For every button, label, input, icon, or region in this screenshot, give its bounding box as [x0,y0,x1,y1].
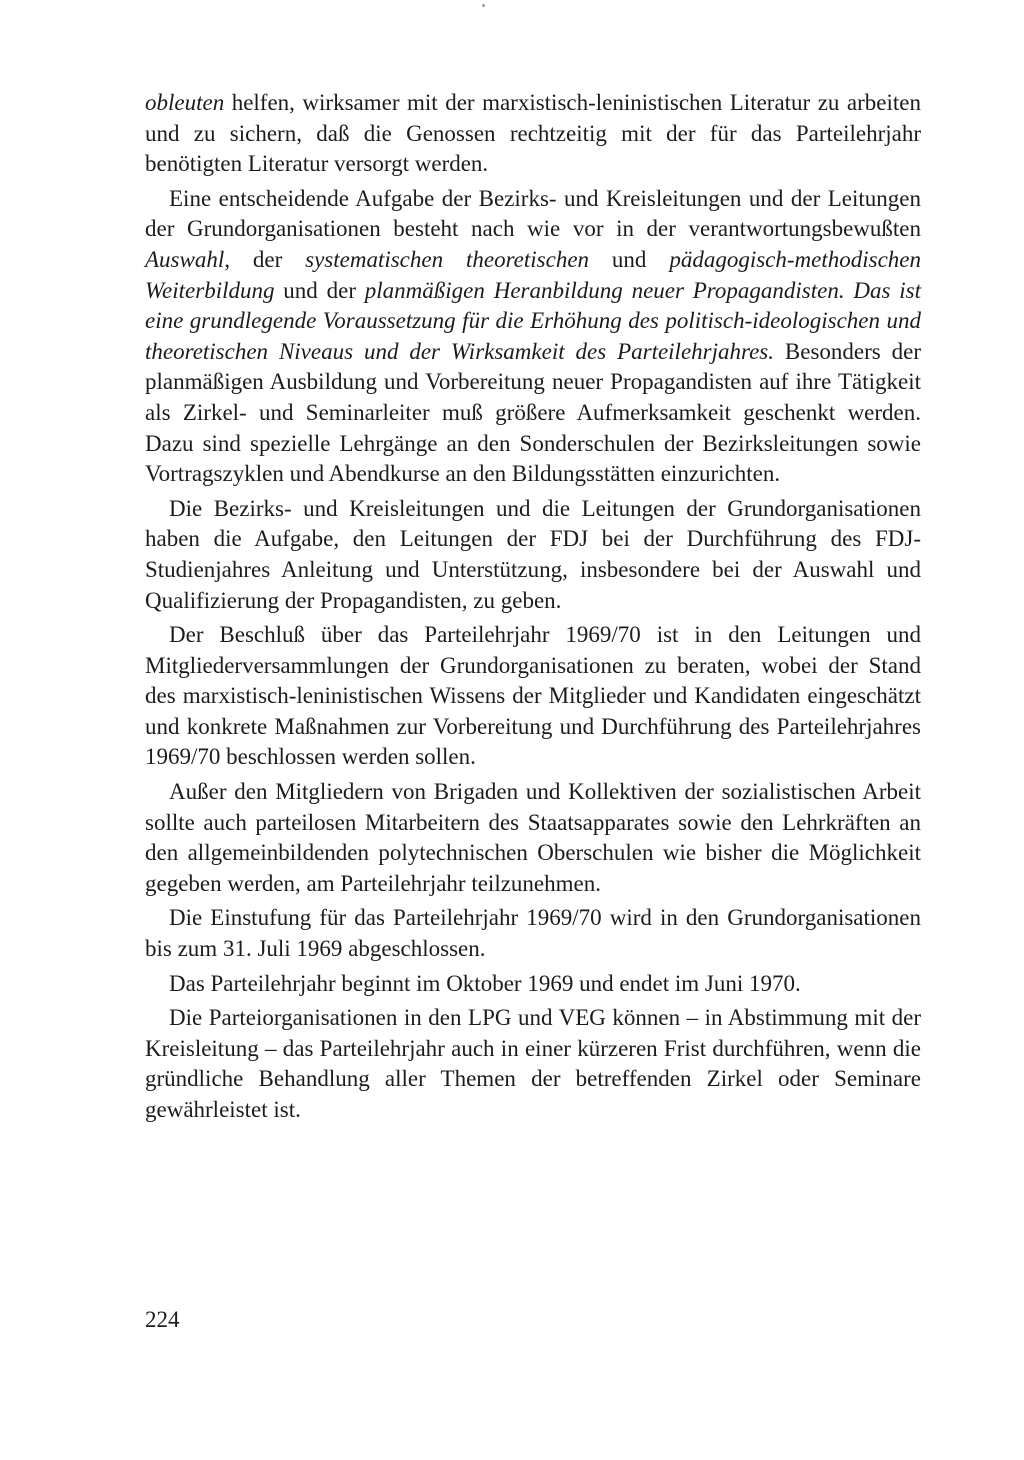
paragraph-1-span-1: obleuten [145,90,225,115]
paragraph-2-span-5: und [589,246,670,272]
paragraph-1 [145,88,921,180]
paragraph-2-span-2: Auswahl, [145,246,230,272]
paragraph-2-span-9: Besonders der planmäßigen Ausbildung und Vorbereitung neuer Propagandisten auf ihre Tätigkeit als Zirkel- und Seminarleiter muß größere Aufmerksamkeit geschenkt werden. Dazu sind spezielle Lehrgänge an den Sonderschulen der Bezirksleitungen sowie Vortragszyklen und Abendkurse an den Bildungsstätten einzurichten. [145,338,922,487]
scan-speck [482,4,485,7]
paragraph-8 [145,1003,921,1125]
paragraph-3-span-1: Die Bezirks- und Kreisleitungen und die Leitungen der Grundorganisationen haben die Aufgabe, den Leitungen der FDJ bei der Durchführung des FDJ-Studienjahres Anleitung und Unterstützung, insbesondere bei der Auswahl und Qualifizierung der Propagandisten, zu geben. [145,495,921,613]
paragraph-2-span-4: systematischen theoretischen [305,246,590,272]
paragraph-2-span-3: der [229,246,306,272]
paragraph-7 [145,969,921,1000]
paragraph-2-span-7: und der [274,277,365,303]
paragraph-2 [145,184,921,490]
paragraph-6 [145,903,921,964]
paragraph-4-span-1: Der Beschluß über das Parteilehrjahr 1969/70 ist in den Leitungen und Mitgliederversammlungen der Grundorganisationen zu beraten, wobei der Stand des marxistisch-leninistischen Wissens der Mitglieder und Kandidaten eingeschätzt und konkrete Maßnahmen zur Vorbereitung und Durchführung des Parteilehrjahres 1969/70 beschlossen werden sollen. [145,622,921,770]
paragraph-2-span-6: pädagogisch-methodischen Weiterbildung [145,246,921,303]
document-body [145,88,921,1130]
paragraph-1-span-2: helfen, wirksamer mit der marxistisch-leninistischen Literatur zu arbeiten und zu sichern, daß die Genossen rechtzeitig mit der für das Parteilehrjahr benötigten Literatur versorgt werden. [145,90,921,177]
paragraph-2-span-8: planmäßigen Heranbildung neuer Propagandisten. Das ist eine grundlegende Voraussetzung für die Erhöhung des politisch-ideologischen und theoretischen Niveaus und der Wirksamkeit des Parteilehrjahres. [145,277,921,364]
paragraph-6-span-1: Die Einstufung für das Parteilehrjahr 1969/70 wird in den Grundorganisationen bis zum 31. Juli 1969 abgeschlossen. [145,905,921,962]
paragraph-3 [145,494,921,616]
paragraph-4 [145,620,921,773]
page-number: 224 [145,1307,180,1332]
paragraph-5-span-1: Außer den Mitgliedern von Brigaden und Kollektiven der sozialistischen Arbeit sollte auch parteilosen Mitarbeitern des Staatsapparates sowie den Lehrkräften an den allgemeinbildenden polytechnischen Oberschulen wie bisher die Möglichkeit gegeben werden, am Parteilehrjahr teilzunehmen. [145,779,921,896]
paragraph-2-span-1: Eine entscheidende Aufgabe der Bezirks- und Kreisleitungen und der Leitungen der Grundorganisationen besteht nach wie vor in der verantwortungsbewußten [145,185,921,242]
paragraph-7-span-1: Das Parteilehrjahr beginnt im Oktober 1969 und endet im Juni 1970. [169,970,801,996]
paragraph-8-span-1: Die Parteiorganisationen in den LPG und VEG können – in Abstimmung mit der Kreisleitung – das Parteilehrjahr auch in einer kürzeren Frist durchführen, wenn die gründliche Behandlung aller Themen der betreffenden Zirkel oder Seminare gewährleistet ist. [145,1005,921,1122]
paragraph-5 [145,777,921,899]
